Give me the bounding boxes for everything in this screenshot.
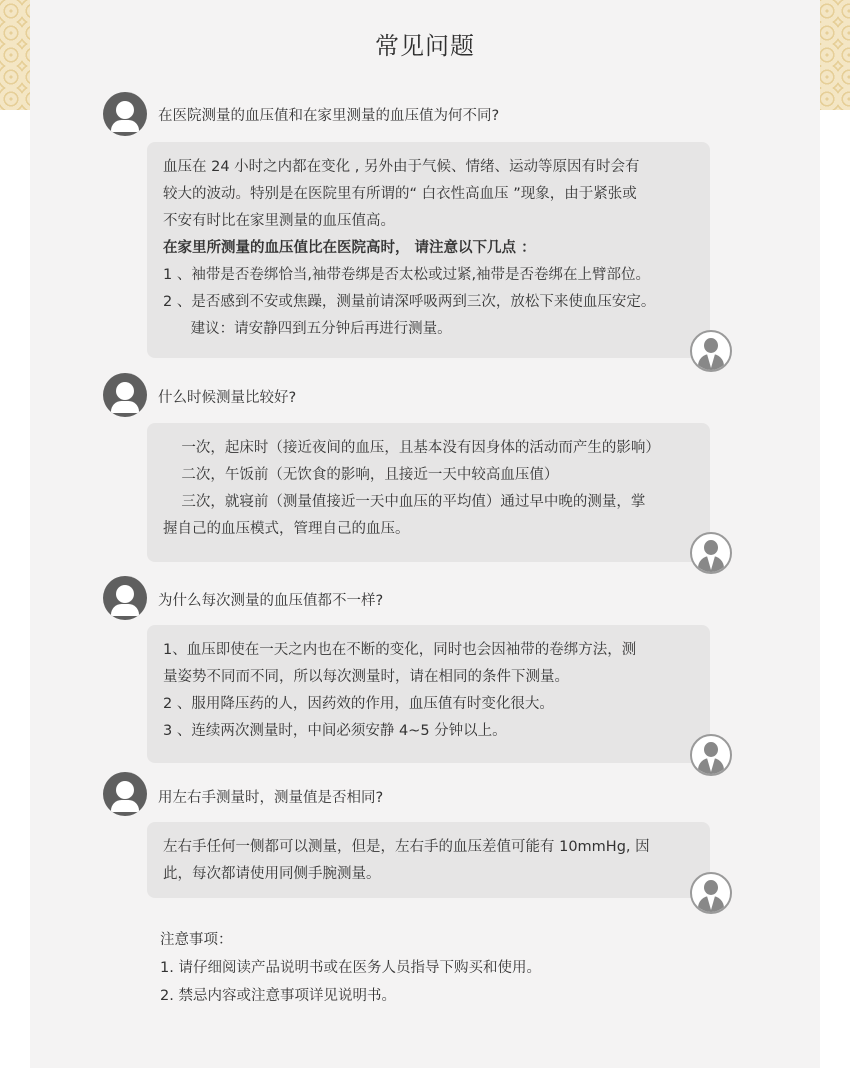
user-avatar-icon — [103, 373, 147, 417]
answer-line: 2 、服用降压药的人，因药效的作用，血压值有时变化很大。 — [163, 696, 554, 712]
faq-answer-bubble — [147, 625, 710, 763]
answer-line: 一次，起床时（接近夜间的血压，且基本没有因身体的活动而产生的影响） — [163, 440, 660, 456]
notes-item: 1. 请仔细阅读产品说明书或在医务人员指导下购买和使用。 — [160, 960, 541, 976]
notes-section — [160, 926, 541, 1010]
user-avatar-icon — [103, 92, 147, 136]
doctor-avatar-icon — [690, 872, 732, 914]
answer-line: 握自己的血压模式，管理自己的血压。 — [163, 521, 410, 537]
faq-question: 用左右手测量时，测量值是否相同? — [158, 790, 384, 806]
answer-line: 3 、连续两次测量时，中间必须安静 4~5 分钟以上。 — [163, 723, 507, 739]
answer-line: 左右手任何一侧都可以测量，但是，左右手的血压差值可能有 10mmHg, 因 — [163, 839, 650, 855]
answer-line: 1、血压即使在一天之内也在不断的变化，同时也会因袖带的卷绑方法，测 — [163, 642, 637, 658]
decorative-pattern-right — [816, 0, 850, 110]
faq-answer-bubble — [147, 822, 710, 898]
answer-line: 建议：请安静四到五分钟后再进行测量。 — [163, 321, 452, 337]
answer-line: 二次，午饭前（无饮食的影响，且接近一天中较高血压值） — [163, 467, 559, 483]
doctor-avatar-icon — [690, 734, 732, 776]
faq-page — [30, 0, 820, 1068]
answer-line: 2 、是否感到不安或焦躁，测量前请深呼吸两到三次，放松下来使血压安定。 — [163, 294, 656, 310]
answer-line: 此，每次都请使用同侧手腕测量。 — [163, 866, 381, 882]
faq-question: 在医院测量的血压值和在家里测量的血压值为何不同? — [158, 108, 500, 124]
answer-line: 不安有时比在家里测量的血压值高。 — [163, 213, 395, 229]
faq-question: 什么时候测量比较好? — [158, 390, 297, 406]
doctor-avatar-icon — [690, 330, 732, 372]
answer-line: 量姿势不同而不同，所以每次测量时，请在相同的条件下测量。 — [163, 669, 569, 685]
answer-line: 血压在 24 小时之内都在变化 , 另外由于气候、情绪、运动等原因有时会有 — [163, 159, 640, 175]
faq-answer-bubble — [147, 423, 710, 562]
answer-line: 较大的波动。特别是在医院里有所谓的“ 白衣性高血压 ”现象，由于紧张或 — [163, 186, 637, 202]
faq-question: 为什么每次测量的血压值都不一样? — [158, 593, 384, 609]
doctor-avatar-icon — [690, 532, 732, 574]
notes-heading: 注意事项： — [160, 932, 233, 948]
decorative-pattern-left — [0, 0, 34, 110]
faq-answer-bubble — [147, 142, 710, 358]
answer-line: 三次，就寝前（测量值接近一天中血压的平均值）通过早中晚的测量，掌 — [163, 494, 646, 510]
notes-item: 2. 禁忌内容或注意事项详见说明书。 — [160, 988, 396, 1004]
page-title: 常见问题 — [375, 32, 475, 60]
user-avatar-icon — [103, 576, 147, 620]
answer-line-bold: 在家里所测量的血压值比在医院高时， 请注意以下几点 ： — [163, 240, 536, 256]
user-avatar-icon — [103, 772, 147, 816]
answer-line: 1 、袖带是否卷绑恰当,袖带卷绑是否太松或过紧,袖带是否卷绑在上臂部位。 — [163, 267, 651, 283]
